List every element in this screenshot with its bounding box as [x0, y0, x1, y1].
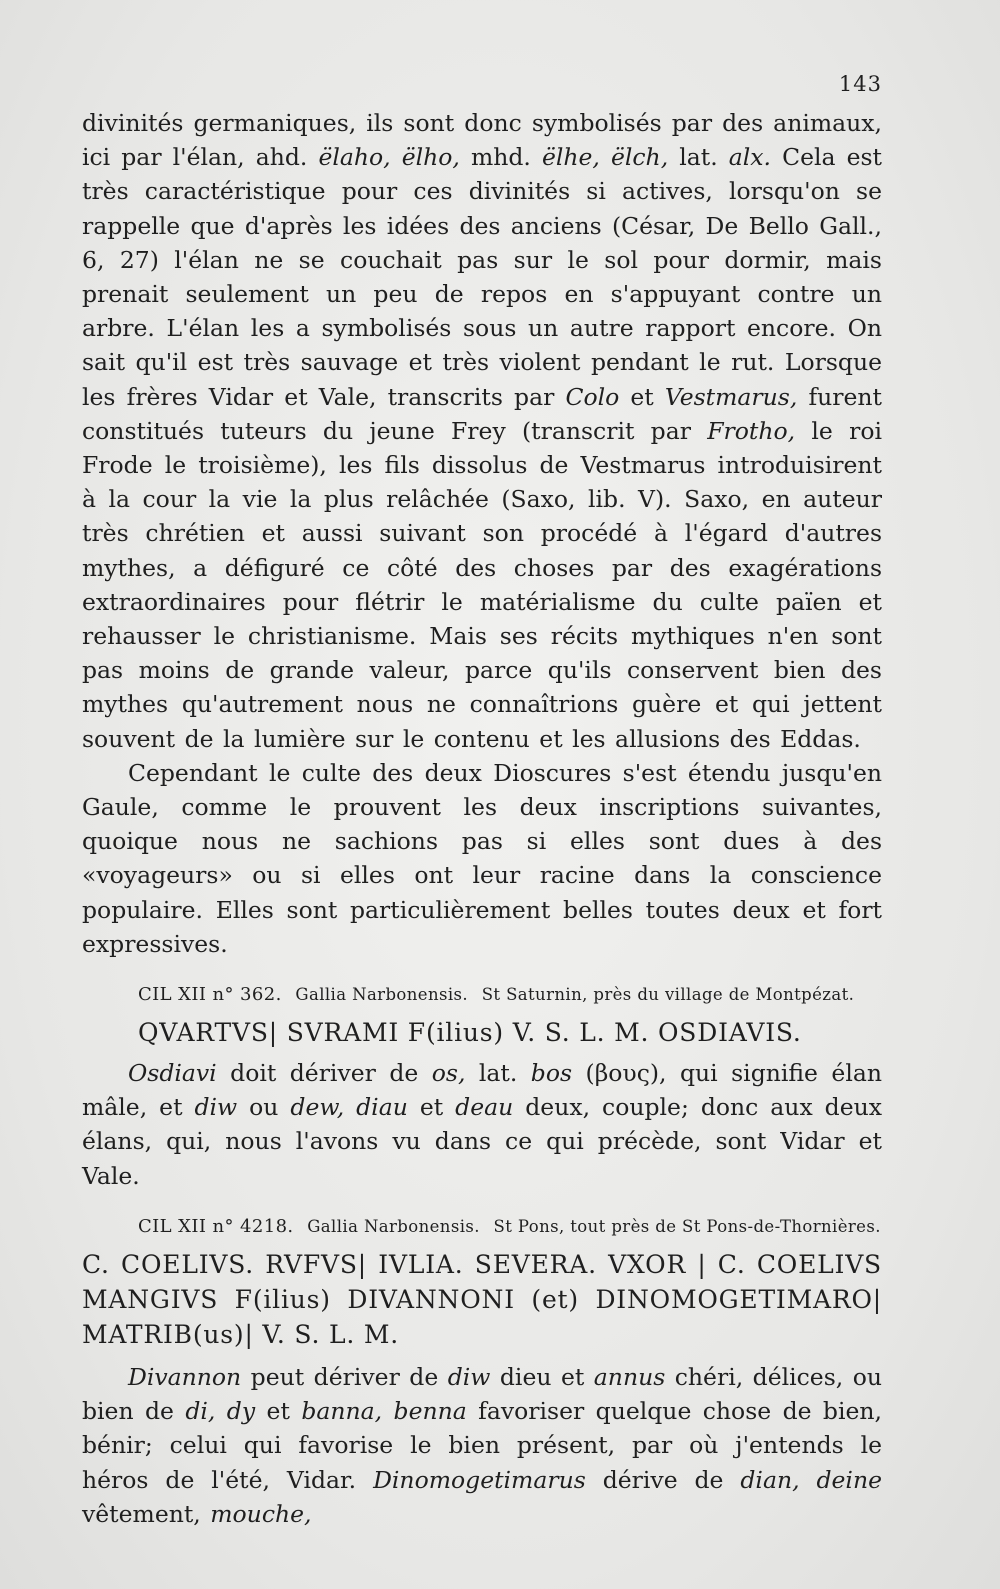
text-run: lat. — [668, 143, 729, 172]
italic-term: annus — [593, 1362, 666, 1391]
inscription-text-2: C. COELIVS. RVFVS| IVLIA. SEVERA. VXOR | C. COELIVS MANGIVS F(ilius) DIVANNONI (et) DINOMOGETIMARO| MATRIB(us)| V. S. L. M. — [82, 1249, 882, 1349]
italic-term: ëlhe, ëlch, — [541, 143, 669, 172]
cil-number: CIL XII n° 362. — [138, 984, 282, 1006]
text-run: chéri, délices, ou bien de — [82, 1362, 882, 1426]
inscription-text-1: QVARTVS| SVRAMI F(ilius) V. S. L. M. OSDIAVIS. — [138, 1018, 802, 1048]
italic-term: ëlaho, ëlho, — [318, 143, 460, 172]
italic-term: Colo — [565, 382, 620, 411]
italic-term: dian, deine — [740, 1465, 882, 1494]
italic-term: Osdiavi — [128, 1059, 217, 1088]
text-run: Cela est très caractéristique pour ces divinités si actives, lorsqu'on se rappelle que d'après les idées des anciens (César, De Bello Gall., 6, 27) l'élan ne se couchait pas sur le sol pour dormir, mais prenait seulement un peu de repos en s'appuyant contre un arbre. L'élan les a symbolisés sous un autre rapport encore. On sait qu'il est très sauvage et très violent pendant le rut. Lorsque les frères Vidar et Vale, transcrits par — [82, 143, 882, 411]
italic-term: Dinomogetimarus — [373, 1465, 586, 1494]
text-run: divinités germaniques, ils sont donc symbolisés par des animaux, ici par l'élan, ahd. — [82, 109, 882, 172]
text-run: et — [407, 1093, 456, 1122]
text-run: peut dériver de — [241, 1362, 448, 1391]
italic-term: Frotho, — [707, 416, 796, 445]
text-run: vêtement, — [82, 1499, 211, 1528]
italic-term: alx. — [728, 143, 772, 172]
page-number: 143 — [838, 72, 882, 96]
text-run: ou — [237, 1093, 291, 1122]
text-run: deux, couple; donc aux deux élans, qui, nous l'avons vu dans ce qui précède, sont Vidar et Vale. — [82, 1093, 883, 1190]
text-run: favoriser quelque chose de bien, bénir; celui qui favorise le bien présent, par où j'entends le héros de l'été, Vidar. — [82, 1397, 882, 1494]
italic-term: Divannon — [128, 1362, 242, 1391]
italic-term: Vestmarus, — [664, 382, 798, 411]
text-run: mhd. — [459, 143, 542, 172]
text-run: dérive de — [585, 1465, 741, 1494]
cil-region: Gallia Narbonensis. — [295, 985, 469, 1005]
cil-place: St Saturnin, près du village de Montpézat. — [481, 985, 855, 1005]
text-run: dieu et — [490, 1362, 594, 1391]
italic-term: deau — [455, 1093, 514, 1122]
italic-term: bos — [530, 1059, 573, 1088]
cil-number: CIL XII n° 4218. — [138, 1215, 294, 1237]
text-run: furent constitués tuteurs du jeune Frey (transcrit par — [82, 382, 882, 445]
italic-term: banna, benna — [301, 1397, 467, 1426]
cil-place: St Pons, tout près de St Pons-de-Thornières. — [493, 1216, 881, 1236]
text-run: doit dériver de — [216, 1059, 432, 1088]
italic-term: mouche, — [210, 1499, 312, 1528]
paragraph-osdiavi — [82, 1056, 882, 1193]
inscription-reference-2 — [82, 1213, 882, 1241]
cil-region: Gallia Narbonensis. — [307, 1216, 480, 1236]
paragraph-dioscures: Cependant le culte des deux Dioscures s'est étendu jusqu'en Gaule, comme le prouvent les deux inscriptions suivantes, quoique nous ne sachions pas si elles sont dues à des «voyageurs» ou si elles ont leur racine dans la conscience populaire. Elles sont particulièrement belles toutes deux et fort expressives. — [82, 758, 882, 958]
italic-term: os, — [431, 1059, 466, 1088]
italic-term: dew, diau — [290, 1093, 408, 1122]
text-run: et — [619, 382, 665, 411]
text-run: (βους), qui signifie élan mâle, et — [82, 1059, 882, 1122]
paragraph-elan — [82, 106, 882, 756]
text-run: le roi Frode le troisième), les fils dissolus de Vestmarus introduisirent à la cour la vie la plus relâchée (Saxo, lib. V). Saxo, en auteur très chrétien et aussi suivant son procédé à l'égard d'autres mythes, a défiguré ce côté des choses par des exagérations extraordinaires pour flétrir le matérialisme du culte païen et rehausser le christianisme. Mais ses récits mythiques n'en sont pas moins de grande valeur, parce qu'ils conservent bien des mythes qu'autrement nous ne connaîtrions guère et qui jettent souvent de la lumière sur le contenu et les allusions des Eddas. — [82, 416, 883, 753]
italic-term: di, dy — [185, 1397, 256, 1426]
inscription-reference-1 — [82, 981, 882, 1009]
italic-term: diw — [194, 1093, 238, 1122]
paragraph-divannon — [82, 1360, 882, 1531]
text-run: et — [255, 1397, 302, 1426]
text-run: lat. — [465, 1059, 531, 1088]
italic-term: diw — [447, 1362, 491, 1391]
